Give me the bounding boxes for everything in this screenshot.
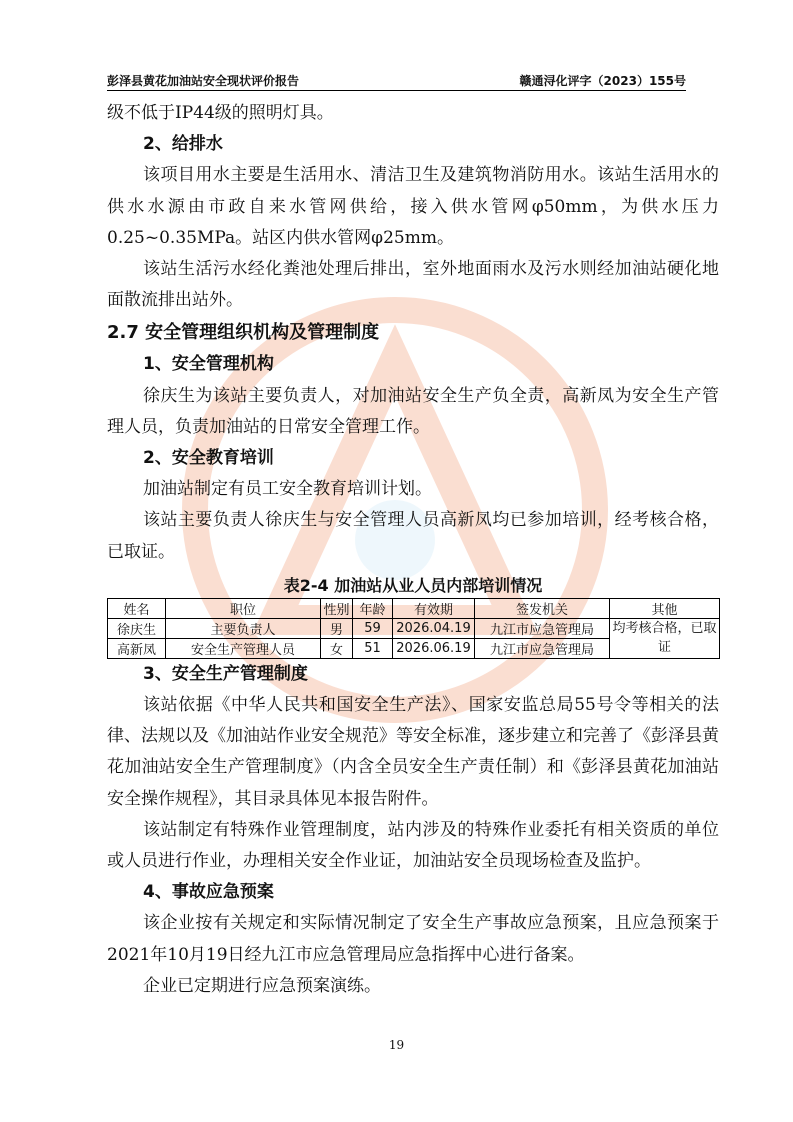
section-heading-2-7: 2.7 安全管理组织机构及管理制度 <box>107 322 380 344</box>
paragraph-training-result: 该站主要负责人徐庆生与安全管理人员高新凤均已参加培训，经考核合格，已取证。 <box>107 510 719 562</box>
page-header <box>107 67 686 89</box>
table-cell-other: 均考核合格，已取证 <box>610 618 720 658</box>
table-cell: 九江市应急管理局 <box>475 638 610 658</box>
table-cell: 女 <box>321 638 353 658</box>
paragraph-drainage: 该站生活污水经化粪池处理后排出，室外地面雨水及污水则经加油站硬化地面散流排出站外。 <box>107 259 719 311</box>
heading-org: 1、安全管理机构 <box>143 354 274 375</box>
heading-emergency: 4、事故应急预案 <box>143 882 274 903</box>
page-content <box>107 98 719 1002</box>
paragraph-water-supply: 该项目用水主要是生活用水、清洁卫生及建筑物消防用水。该站生活用水的供水水源由市政自来水管网供给，接入供水管网φ50mm，为供水压力0.25~0.35MPa。站区内供水管网φ25mm。 <box>107 165 719 248</box>
page-number: 19 <box>388 1038 405 1052</box>
paragraph-org: 徐庆生为该站主要负责人，对加油站安全生产负全责，高新凤为安全生产管理人员，负责加油站的日常安全管理工作。 <box>107 385 719 437</box>
table-cell: 安全生产管理人员 <box>166 638 321 658</box>
heading-training: 2、安全教育培训 <box>143 448 274 469</box>
table-cell: 男 <box>321 618 353 638</box>
column-header: 职位 <box>166 598 321 618</box>
table-cell: 2026.04.19 <box>393 618 475 638</box>
table-cell: 59 <box>353 618 393 638</box>
paragraph-emergency-plan: 该企业按有关规定和实际情况制定了安全生产事故应急预案，且应急预案于2021年10月19日经九江市应急管理局应急指挥中心进行备案。 <box>107 913 719 965</box>
header-report-title: 彭泽县黄花加油站安全现状评价报告 <box>107 74 300 88</box>
paragraph-lighting: 级不低于IP44级的照明灯具。 <box>107 103 334 123</box>
column-header: 其他 <box>610 598 720 618</box>
column-header: 性别 <box>321 598 353 618</box>
heading-rules: 3、安全生产管理制度 <box>143 663 308 684</box>
table-cell: 高新凤 <box>108 638 166 658</box>
table-header-row <box>108 598 720 618</box>
heading-water: 2、给排水 <box>143 134 223 155</box>
header-divider <box>107 90 686 91</box>
paragraph-emergency-drill: 企业已定期进行应急预案演练。 <box>143 975 381 996</box>
paragraph-rules: 该站依据《中华人民共和国安全生产法》、国家安监总局55号令等相关的法律、法规以及《加油站作业安全规范》等安全标准，逐步建立和完善了《彭泽县黄花加油站安全生产管理制度》（内含全员安全生产责任制）和《彭泽县黄花加油站安全操作规程》，其目录具体见本报告附件。 <box>107 695 719 809</box>
header-report-number: 赣通浔化评字（2023）155号 <box>519 74 686 88</box>
table-cell: 九江市应急管理局 <box>475 618 610 638</box>
table-cell: 徐庆生 <box>108 618 166 638</box>
table-row <box>108 618 720 638</box>
column-header: 姓名 <box>108 598 166 618</box>
paragraph-special-work: 该站制定有特殊作业管理制度，站内涉及的特殊作业委托有相关资质的单位或人员进行作业，办理相关安全作业证，加油站安全员现场检查及监护。 <box>107 819 719 872</box>
column-header: 年龄 <box>353 598 393 618</box>
column-header: 签发机关 <box>475 598 610 618</box>
training-table <box>107 598 720 659</box>
table-cell: 主要负责人 <box>166 618 321 638</box>
table-cell: 51 <box>353 638 393 658</box>
table-caption: 表2-4 加油站从业人员内部培训情况 <box>283 575 543 595</box>
paragraph-training-plan: 加油站制定有员工安全教育培训计划。 <box>143 479 432 500</box>
table-cell: 2026.06.19 <box>393 638 475 658</box>
column-header: 有效期 <box>393 598 475 618</box>
